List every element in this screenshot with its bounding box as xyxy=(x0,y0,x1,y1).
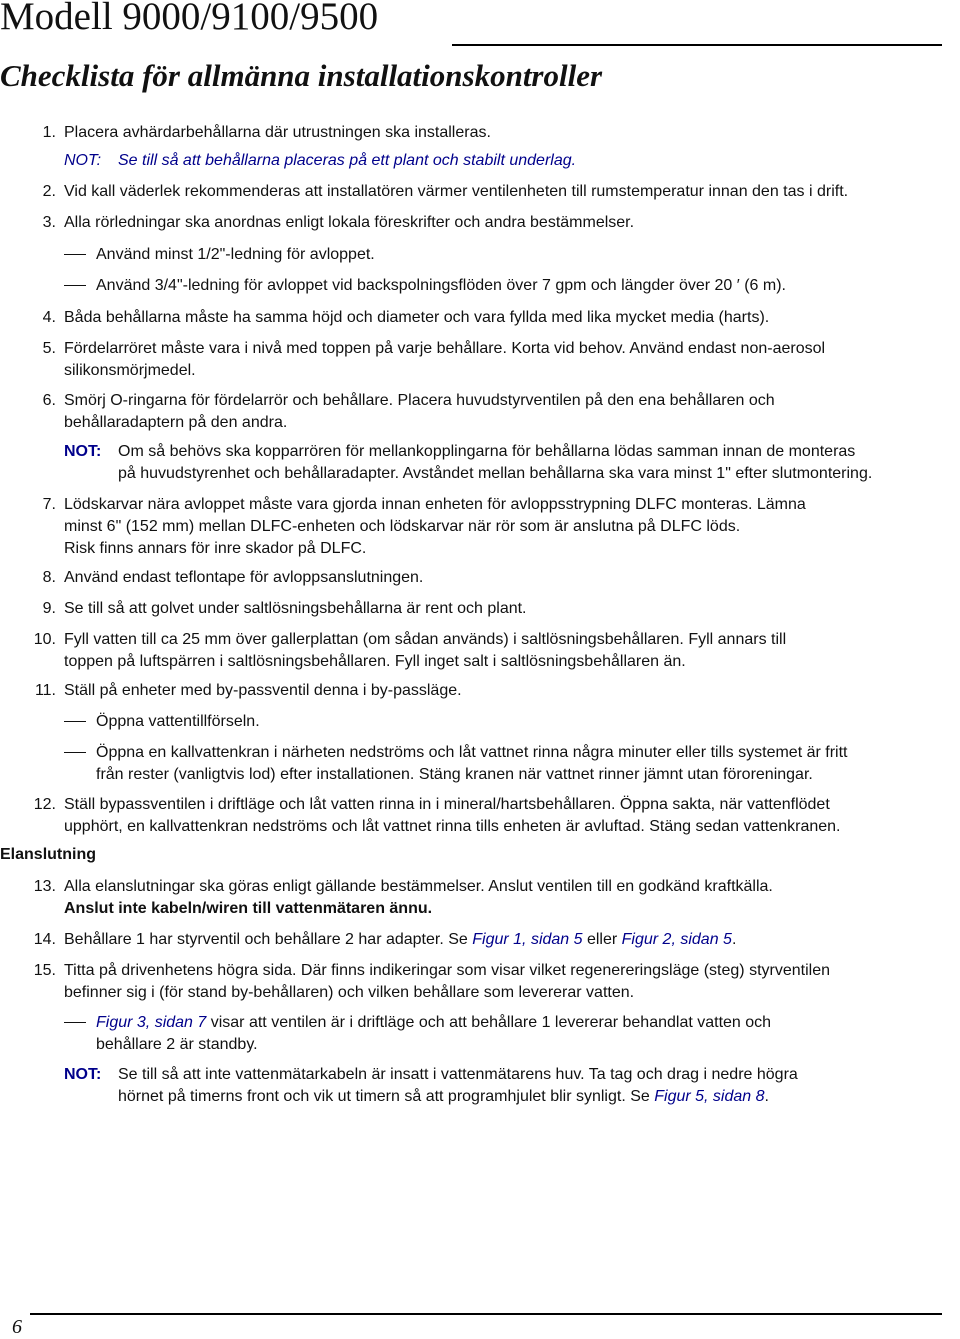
item-text: Placera avhärdarbehållarna där utrustningen ska installeras. xyxy=(64,124,491,141)
subsection-heading: Elanslutning xyxy=(0,846,96,863)
item-number: 4. xyxy=(42,309,56,326)
item-text-line: Ställ bypassventilen i driftläge och låt vatten rinna in i mineral/hartsbehållaren. Öppna sakta, när vattenflödet xyxy=(64,796,830,813)
sub-item-text xyxy=(96,742,946,786)
item-text: Använd endast teflontape för avloppsanslutningen. xyxy=(64,569,424,586)
item-text xyxy=(64,960,934,1004)
note-text xyxy=(118,1064,948,1108)
item-text xyxy=(64,494,934,560)
note-text-line xyxy=(118,1086,948,1108)
sub-item-text xyxy=(96,1012,946,1056)
dash-bullet xyxy=(64,721,86,722)
item-text-line: Smörj O-ringarna för fördelarrör och behållare. Placera huvudstyrventilen på den ena behållaren och xyxy=(64,392,775,409)
document-title: Modell 9000/9100/9500 xyxy=(0,0,379,38)
sub-item-text-line: behållare 2 är standby. xyxy=(96,1036,258,1053)
item-text-line: upphört, en kallvattenkran nedströms och låt vattnet rinna tills enheten är avluftad. Stäng sedan vattenkranen. xyxy=(64,818,841,835)
figure-reference[interactable]: Figur 1, sidan 5 xyxy=(472,931,583,948)
note-text-line: Om så behövs ska kopparrören för mellankopplingarna för behållarna lödas samman innan de monteras xyxy=(118,443,856,460)
note-text-line: Se till så att inte vattenmätarkabeln är insatt i vattenmätarens huv. Ta tag och drag i nedre högra xyxy=(118,1066,798,1083)
item-number: 14. xyxy=(33,931,56,948)
item-text: Vid kall väderlek rekommenderas att installatören värmer ventilenheten till rumstemperatur innan den tas i drift. xyxy=(64,183,849,200)
item-text: Se till så att golvet under saltlösningsbehållarna är rent och plant. xyxy=(64,600,527,617)
item-number: 3. xyxy=(42,214,56,231)
item-number: 8. xyxy=(42,569,56,586)
item-text-line: behållaradaptern på den andra. xyxy=(64,414,288,431)
sub-item-text: Använd minst 1/2"-ledning för avloppet. xyxy=(96,246,375,263)
item-number: 9. xyxy=(42,600,56,617)
note-text-line: på huvudstyrenhet och behållaradapter. Avståndet mellan behållarna ska vara minst 1" efter slutmontering. xyxy=(118,465,873,482)
note-label: NOT: xyxy=(64,443,102,460)
note-label: NOT: xyxy=(64,1066,102,1083)
note-text-segment: . xyxy=(764,1088,769,1105)
item-text xyxy=(64,794,934,838)
item-text-segment: Behållare 1 har styrventil och behållare 2 har adapter. Se xyxy=(64,931,473,948)
item-text: Alla rörledningar ska anordnas enligt lokala föreskrifter och andra bestämmelser. xyxy=(64,214,635,231)
item-text-line: Risk finns annars för inre skador på DLFC. xyxy=(64,540,367,557)
item-text-segment: eller xyxy=(582,931,622,948)
item-text: Båda behållarna måste ha samma höjd och diameter och vara fyllda med lika mycket media (harts). xyxy=(64,309,770,326)
item-text xyxy=(64,629,934,673)
sub-item-text: Använd 3/4"-ledning för avloppet vid backspolningsflöden över 7 gpm och längder över 20 ′ (6 m). xyxy=(96,277,786,294)
sub-item-text: Öppna vattentillförseln. xyxy=(96,713,260,730)
item-text: Ställ på enheter med by-passventil denna i by-passläge. xyxy=(64,682,462,699)
item-text-line: Alla elanslutningar ska göras enligt gällande bestämmelser. Anslut ventilen till en godkänd kraftkälla. xyxy=(64,878,773,895)
item-number: 13. xyxy=(33,878,56,895)
item-text xyxy=(64,929,934,951)
sub-item-text-segment: visar att ventilen är i driftläge och att behållare 1 levererar behandlat vatten och xyxy=(206,1014,772,1031)
dash-bullet xyxy=(64,285,86,286)
item-number: 2. xyxy=(42,183,56,200)
item-text-line: Lödskarvar nära avloppet måste vara gjorda innan enheten för avloppsstrypning DLFC monteras. Lämna xyxy=(64,496,806,513)
item-number: 11. xyxy=(34,682,56,699)
footer-rule xyxy=(30,1313,942,1315)
item-text xyxy=(64,876,934,920)
dash-bullet xyxy=(64,254,86,255)
note-label: NOT: xyxy=(64,152,102,169)
figure-reference[interactable]: Figur 3, sidan 7 xyxy=(96,1014,207,1031)
sub-item-text-line: från rester (vanligtvis lod) efter installationen. Stäng kranen när vattnet rinner jämnt utan föroreningar. xyxy=(96,766,813,783)
figure-reference[interactable]: Figur 2, sidan 5 xyxy=(621,931,732,948)
item-text-line: Fördelarröret måste vara i nivå med toppen på varje behållare. Korta vid behov. Använd endast non-aerosol xyxy=(64,340,826,357)
item-number: 6. xyxy=(42,392,56,409)
item-text-line: Fyll vatten till ca 25 mm över gallerplattan (om sådan används) i saltlösningsbehållaren. Fyll annars till xyxy=(64,631,787,648)
dash-bullet xyxy=(64,752,86,753)
item-text-line: minst 6" (152 mm) mellan DLFC-enheten och lödskarvar när rör som är anslutna på DLFC löds. xyxy=(64,518,741,535)
dash-bullet xyxy=(64,1022,86,1023)
header-rule xyxy=(452,44,942,46)
item-text-line: befinner sig i (för stand by-behållaren) och vilken behållare som levererar vatten. xyxy=(64,984,635,1001)
note-text xyxy=(118,441,948,485)
item-text xyxy=(64,390,934,434)
section-title: Checklista för allmänna installationskontroller xyxy=(0,58,603,93)
item-number: 7. xyxy=(42,496,56,513)
item-text-line-bold: Anslut inte kabeln/wiren till vattenmätaren ännu. xyxy=(64,900,433,917)
item-number: 15. xyxy=(33,962,56,979)
figure-reference[interactable]: Figur 5, sidan 8 xyxy=(654,1088,765,1105)
sub-item-text-line: Öppna en kallvattenkran i närheten nedströms och låt vattnet rinna några minuter eller tills systemet är fritt xyxy=(96,744,848,761)
item-text xyxy=(64,338,934,382)
page-number: 6 xyxy=(12,1316,22,1338)
sub-item-text-line xyxy=(96,1012,946,1034)
item-text-line: toppen på luftspärren i saltlösningsbehållaren. Fyll inget salt i saltlösningsbehållaren än. xyxy=(64,653,686,670)
item-number: 12. xyxy=(33,796,56,813)
item-number: 5. xyxy=(42,340,56,357)
note-text-segment: hörnet på timerns front och vik ut timern så att programhjulet blir synligt. Se xyxy=(118,1088,655,1105)
item-text-line: silikonsmörjmedel. xyxy=(64,362,196,379)
note-text: Se till så att behållarna placeras på ett plant och stabilt underlag. xyxy=(118,152,577,169)
item-text-segment: . xyxy=(731,931,737,948)
item-number: 1. xyxy=(42,124,56,141)
item-number: 10. xyxy=(33,631,56,648)
item-text-line: Titta på drivenhetens högra sida. Där finns indikeringar som visar vilket regenereringsläge (steg) styrventilen xyxy=(64,962,830,979)
